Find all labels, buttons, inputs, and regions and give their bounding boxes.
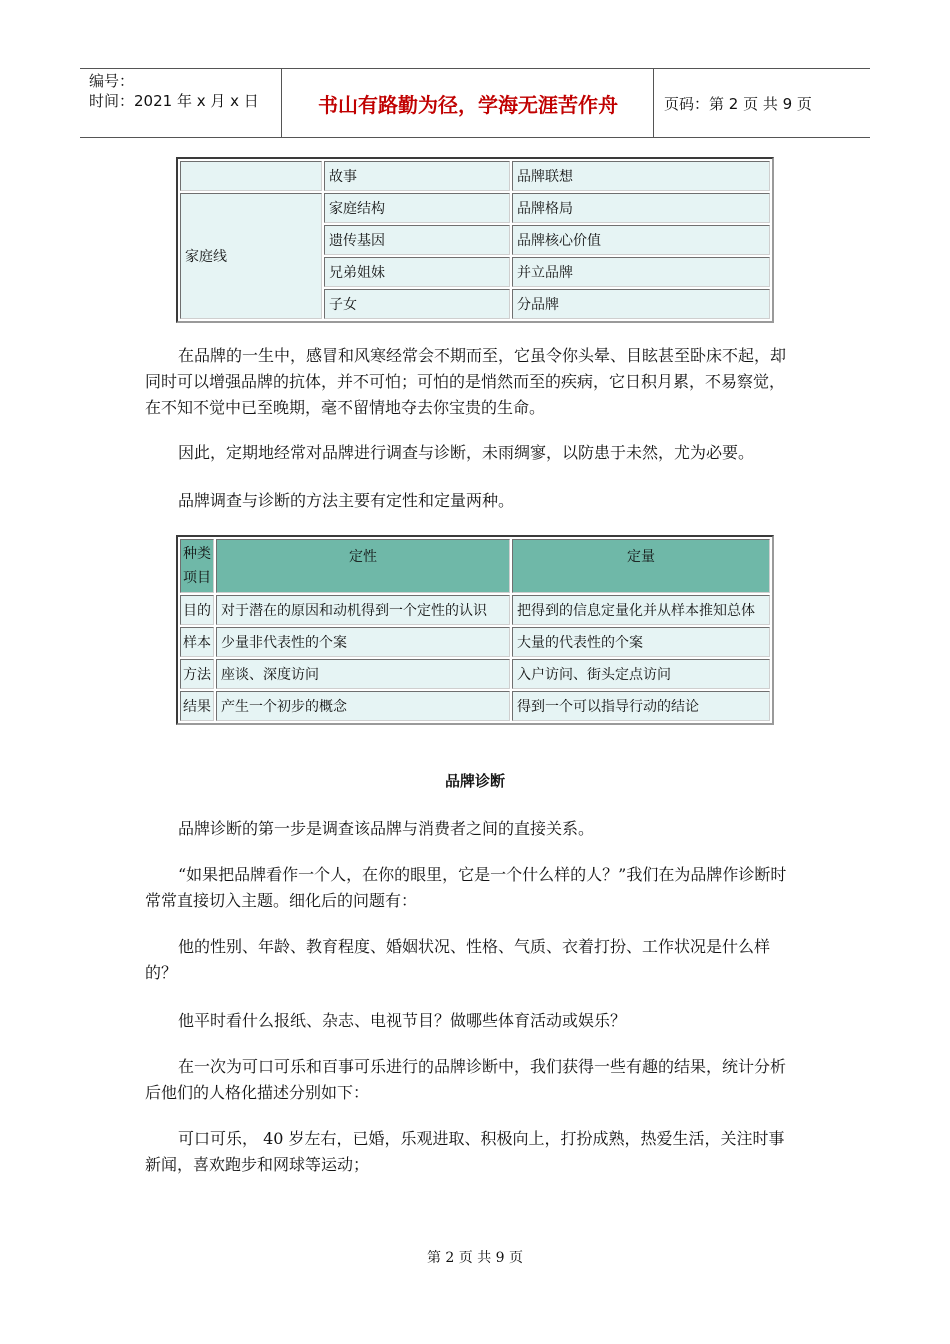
table-cell: 品牌联想 <box>512 161 770 191</box>
header-page-info: 页码：第 2 页 共 9 页 <box>664 94 812 113</box>
table-cell: 大量的代表性的个案 <box>512 627 770 657</box>
section-paragraph-5: 在一次为可口可乐和百事可乐进行的品牌诊断中，我们获得一些有趣的结果，统计分析后他们的人格化描述分别如下： <box>145 1057 787 1102</box>
research-method-table <box>176 535 774 725</box>
table-cell: 家庭结构 <box>324 193 510 223</box>
section-paragraph-2: “如果把品牌看作一个人，在你的眼里，它是一个什么样的人？”我们在为品牌作诊断时常常直接切入主题。细化后的问题有： <box>145 865 787 910</box>
corner-bottom-label: 项目 <box>183 570 211 586</box>
table-row <box>180 595 770 625</box>
brand-family-table <box>176 157 774 323</box>
section-paragraph-1: 品牌诊断的第一步是调查该品牌与消费者之间的直接关系。 <box>178 819 595 838</box>
table-cell: 座谈、深度访问 <box>216 659 510 689</box>
table-cell: 少量非代表性的个案 <box>216 627 510 657</box>
paragraph-3: 品牌调查与诊断的方法主要有定性和定量两种。 <box>178 491 515 510</box>
row-label: 结果 <box>180 691 214 721</box>
table-cell-empty <box>180 161 322 191</box>
table-row <box>180 691 770 721</box>
table-row <box>180 193 770 223</box>
column-header-quantitative: 定量 <box>512 539 770 593</box>
row-label: 样本 <box>180 627 214 657</box>
table-cell: 品牌核心价值 <box>512 225 770 255</box>
table-group-label: 家庭线 <box>180 193 322 319</box>
table-cell: 兄弟姐妹 <box>324 257 510 287</box>
column-header-qualitative: 定性 <box>216 539 510 593</box>
section-paragraph-4: 他平时看什么报纸、杂志、电视节目？做哪些体育活动或娱乐？ <box>178 1011 627 1030</box>
table-cell: 子女 <box>324 289 510 319</box>
row-label: 方法 <box>180 659 214 689</box>
table-row <box>180 161 770 191</box>
table-cell: 得到一个可以指导行动的结论 <box>512 691 770 721</box>
table-cell: 品牌格局 <box>512 193 770 223</box>
table-cell: 遗传基因 <box>324 225 510 255</box>
corner-top-label: 种类 <box>183 546 211 562</box>
table-cell: 并立品牌 <box>512 257 770 287</box>
header-number-label: 编号： <box>89 72 135 90</box>
page-header <box>80 68 870 138</box>
header-time-label: 时间：2021 年 x 月 x 日 <box>89 92 259 110</box>
section-paragraph-3: 他的性别、年龄、教育程度、婚姻状况、性格、气质、衣着打扮、工作状况是什么样的？ <box>145 937 771 982</box>
page-footer: 第 2 页 共 9 页 <box>426 1250 524 1266</box>
table-header-row <box>180 539 770 593</box>
table-row <box>180 627 770 657</box>
table-cell: 分品牌 <box>512 289 770 319</box>
table-cell: 故事 <box>324 161 510 191</box>
table-cell: 产生一个初步的概念 <box>216 691 510 721</box>
row-label: 目的 <box>180 595 214 625</box>
paragraph-2: 因此，定期地经常对品牌进行调查与诊断，未雨绸寥，以防患于未然，尤为必要。 <box>178 443 755 462</box>
paragraph-1: 在品牌的一生中，感冒和风寒经常会不期而至，它虽令你头晕、目眩甚至卧床不起，却同时可以增强品牌的抗体，并不可怕；可怕的是悄然而至的疾病，它日积月累，不易察觉，在不知不觉中已至晚期，毫不留情地夺去你宝贵的生命。 <box>145 346 787 417</box>
section-title: 品牌诊断 <box>444 772 505 790</box>
header-meta <box>80 69 282 137</box>
table-cell: 对于潜在的原因和动机得到一个定性的认识 <box>216 595 510 625</box>
table-cell: 入户访问、街头定点访问 <box>512 659 770 689</box>
section-paragraph-6: 可口可乐， 40 岁左右，已婚，乐观进取、积极向上，打扮成熟，热爱生活，关注时事新闻，喜欢跑步和网球等运动； <box>145 1129 785 1174</box>
header-motto: 书山有路勤为径，学海无涯苦作舟 <box>283 69 654 137</box>
table-row <box>180 659 770 689</box>
table-cell: 把得到的信息定量化并从样本推知总体 <box>512 595 770 625</box>
table-corner-cell <box>180 539 214 593</box>
